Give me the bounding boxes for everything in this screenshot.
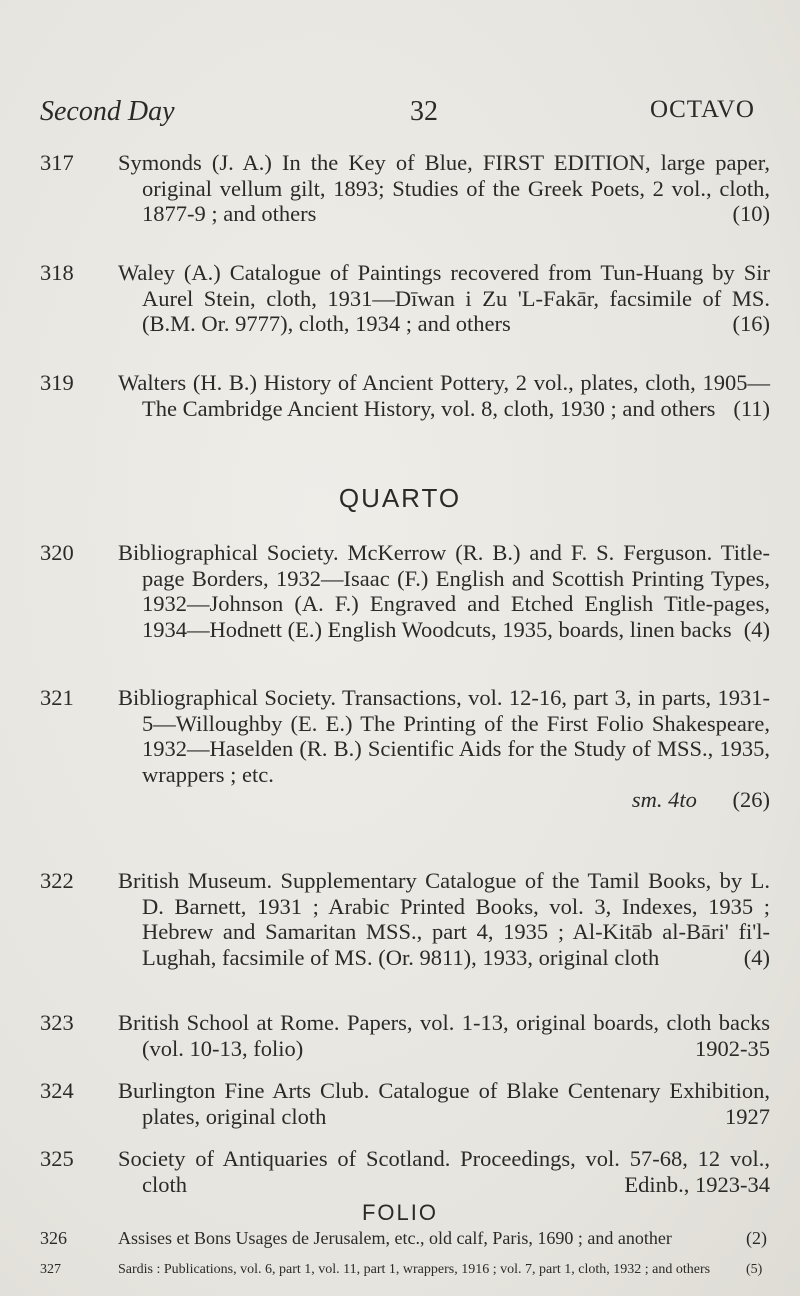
- lot-count: (4): [743, 944, 770, 970]
- lot-number: 322: [40, 868, 74, 893]
- lot-number: 326: [40, 1228, 67, 1248]
- lot-text: Symonds (J. A.) In the Key of Blue, FIRST EDITION, large paper, original vellum gilt, 1893; Studies of the Greek Poets, 2 vol., cloth, 1877-9 ; and others: [118, 150, 770, 226]
- lot-count: (16): [732, 311, 770, 336]
- lot-number: 317: [40, 150, 74, 175]
- lot-entry: [40, 1262, 770, 1278]
- lot-text: Walters (H. B.) History of Ancient Pottery, 2 vol., plates, cloth, 1905—The Cambridge Ancient History, vol. 8, cloth, 1930 ; and others: [118, 370, 770, 421]
- lot-count: (11): [733, 395, 770, 421]
- lot-description: [118, 1078, 770, 1129]
- lot-number: 327: [40, 1262, 61, 1277]
- lot-entry: [40, 150, 770, 227]
- lot-description: [118, 260, 770, 337]
- lot-entry: [40, 1010, 770, 1061]
- lot-description: [118, 540, 770, 642]
- lot-entry: [40, 260, 770, 337]
- lot-number: 318: [40, 260, 74, 285]
- lot-number: 320: [40, 540, 74, 565]
- lot-text: Assises et Bons Usages de Jerusalem, etc., old calf, Paris, 1690 ; and another: [118, 1228, 672, 1248]
- lot-text: Bibliographical Society. Transactions, vol. 12-16, part 3, in parts, 1931-5—Willoughby (E. E.) The Printing of the First Folio Shakespeare, 1932—Haselden (R. B.) Scientific Aids for the Study of MSS., 1935, wrappers ; etc.: [118, 685, 770, 787]
- lot-description: [118, 1146, 770, 1197]
- lot-description: [118, 1010, 770, 1061]
- lot-number: 323: [40, 1010, 74, 1035]
- lot-number: 321: [40, 685, 74, 710]
- lot-description: [118, 685, 770, 813]
- lot-text: British School at Rome. Papers, vol. 1-13, original boards, cloth backs (vol. 10-13, folio): [118, 1010, 770, 1061]
- lot-number: 324: [40, 1078, 74, 1103]
- lot-format: sm. 4to: [631, 787, 697, 812]
- lot-count: 1902-35: [695, 1035, 770, 1061]
- lot-entry: [40, 1146, 770, 1197]
- lot-description: Sardis : Publications, vol. 6, part 1, vol. 11, part 1, wrappers, 1916 ; vol. 7, part 1, cloth, 1932 ; and others (5): [118, 1262, 763, 1277]
- lot-count: 1927: [725, 1103, 770, 1129]
- page-header: [40, 96, 760, 136]
- section-heading-quarto: QUARTO: [338, 483, 462, 513]
- lot-text: Waley (A.) Catalogue of Paintings recovered from Tun-Huang by Sir Aurel Stein, cloth, 1931—Dīwan i Zu 'L-Fakār, facsimile of MS. (B.M. Or. 9777), cloth, 1934 ; and others: [118, 260, 770, 336]
- lot-count: Edinb., 1923-34: [624, 1171, 770, 1197]
- lot-entry: [40, 540, 770, 642]
- lot-entry: [40, 868, 770, 970]
- section-heading-folio: FOLIO: [361, 1200, 438, 1225]
- lot-number: 325: [40, 1146, 74, 1171]
- lot-entry: [40, 1228, 770, 1248]
- lot-extra: [142, 787, 770, 813]
- lot-count: (10): [732, 201, 770, 226]
- header-sale-day: Second Day: [40, 96, 175, 127]
- folio-region: [0, 1200, 800, 1296]
- header-format: OCTAVO: [650, 96, 755, 123]
- lot-description: [118, 868, 770, 970]
- lot-entry: [40, 1078, 770, 1129]
- lot-text: Sardis : Publications, vol. 6, part 1, vol. 11, part 1, wrappers, 1916 ; vol. 7, part 1, cloth, 1932 ; and others: [118, 1262, 711, 1277]
- lot-text: Bibliographical Society. McKerrow (R. B.) and F. S. Ferguson. Title-page Borders, 1932—Isaac (F.) English and Scottish Printing Types, 1932—Johnson (A. F.) Engraved and Etched English Title-pages, 1934—Hodnett (E.) English Woodcuts, 1935, boards, linen backs: [118, 540, 770, 642]
- lot-text: Burlington Fine Arts Club. Catalogue of Blake Centenary Exhibition, plates, original cloth: [118, 1078, 770, 1129]
- lot-entry: [40, 370, 770, 421]
- lot-entry: [40, 685, 770, 813]
- lot-text: Society of Antiquaries of Scotland. Proceedings, vol. 57-68, 12 vol., cloth: [118, 1146, 770, 1197]
- lot-description: Assises et Bons Usages de Jerusalem, etc., old calf, Paris, 1690 ; and another (2): [118, 1228, 767, 1248]
- lot-number: 319: [40, 370, 74, 395]
- lot-description: [118, 150, 770, 227]
- header-page-number: 32: [410, 96, 438, 127]
- lot-description: [118, 370, 770, 421]
- lot-text: British Museum. Supplementary Catalogue of the Tamil Books, by L. D. Barnett, 1931 ; Arabic Printed Books, vol. 3, Indexes, 1935 ; Hebrew and Samaritan MSS., part 4, 1935 ; Al-Kitāb al-Bāri' fi'l-Lughah, facsimile of MS. (Or. 9811), 1933, original cloth: [118, 868, 770, 970]
- lot-count: (4): [743, 616, 770, 642]
- lot-count: (26): [732, 787, 770, 812]
